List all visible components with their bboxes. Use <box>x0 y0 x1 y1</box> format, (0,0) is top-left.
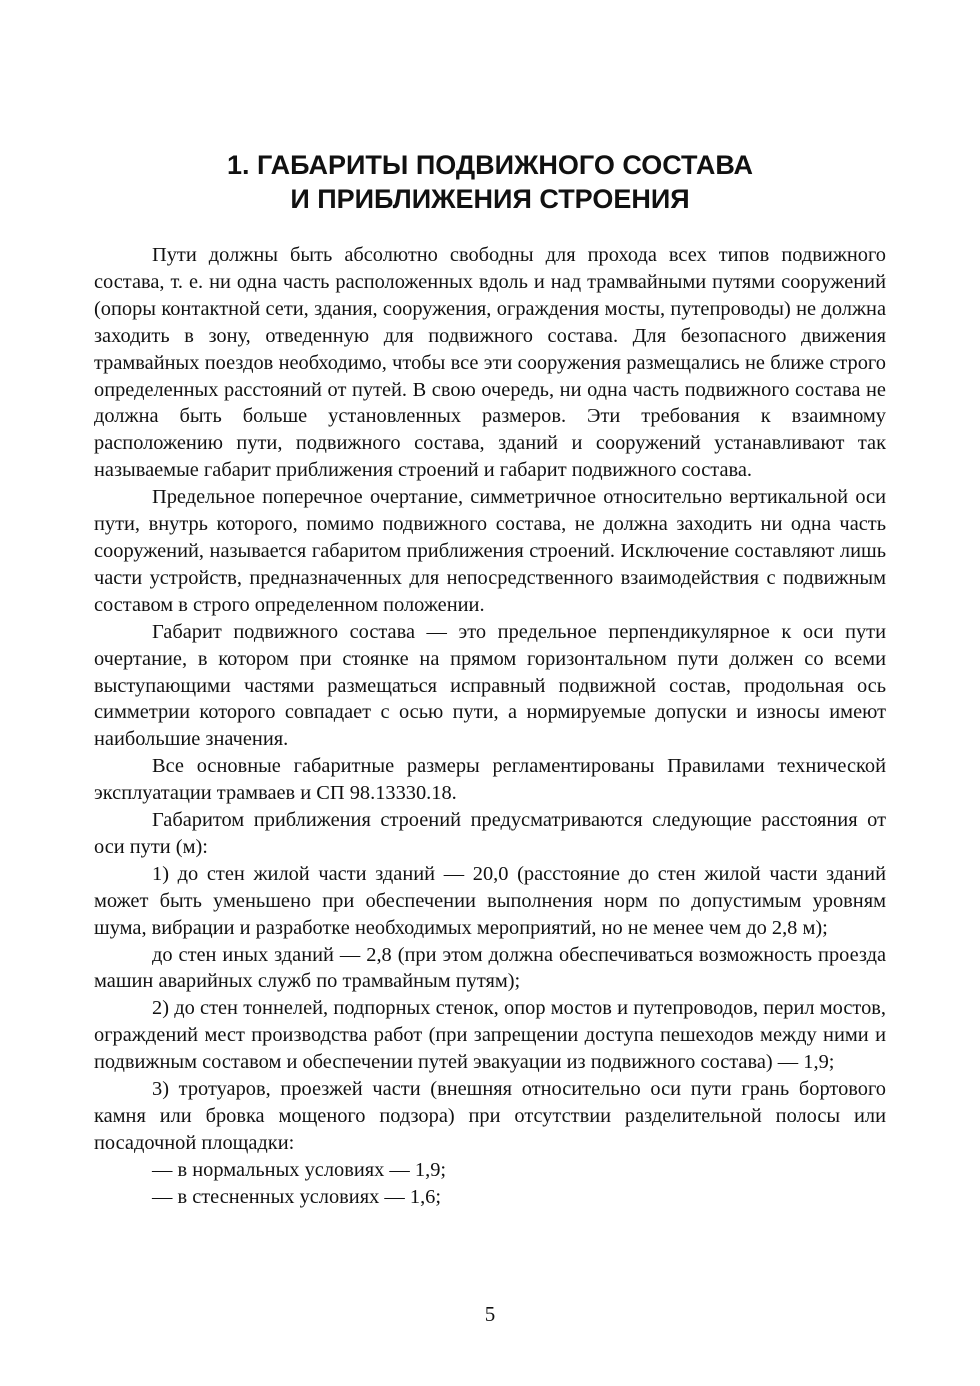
list-item-2-tunnels-bridges: 2) до стен тоннелей, подпорных стенок, опор мостов и путепроводов, перил мостов, ограждений мест производства работ (при запрещении доступа пешеходов между ними и подвижным составом и обеспечении путей эвакуации из подвижного состава) — 1,9; <box>94 997 886 1074</box>
paragraph-regulations: Все основные габаритные размеры регламентированы Правилами технической эксплуатации трамваев и СП 98.13330.18. <box>94 755 886 805</box>
section-title-line-2: И ПРИБЛИЖЕНИЯ СТРОЕНИЯ <box>290 184 690 214</box>
list-item-1-residential-walls: 1) до стен жилой части зданий — 20,0 (расстояние до стен жилой части зданий может быть уменьшено при обеспечении выполнения норм по допустимым уровням шума, вибрации и разработке необходимых мероприятий, но не менее чем до 2,8 м); <box>94 862 886 939</box>
paragraph-rolling-stock-gauge-definition: Габарит подвижного состава — это предельное перпендикулярное к оси пути очертание, в котором при стоянке на прямом горизонтальном пути должен со всеми выступающими частями размещаться исправный подвижной состав, продольная ось симметрии которого совпадает с осью пути, а нормируемые допуски и износы имеют наибольшие значения. <box>94 620 886 751</box>
list-subitem-constrained-conditions: — в стесненных условиях — 1,6; <box>152 1185 442 1208</box>
list-subitem-normal-conditions: — в нормальных условиях — 1,9; <box>152 1158 447 1181</box>
body-text <box>94 242 886 1211</box>
page-number: 5 <box>484 1302 496 1326</box>
paragraph-distances-intro: Габаритом приближения строений предусматриваются следующие расстояния от оси пути (м): <box>94 809 886 858</box>
list-item-1-other-walls: до стен иных зданий — 2,8 (при этом должна обеспечиваться возможность проезда машин аварийных служб по трамвайным путям); <box>94 943 886 993</box>
section-title-line-1: 1. ГАБАРИТЫ ПОДВИЖНОГО СОСТАВА <box>227 150 753 180</box>
list-item-3-sidewalks: 3) тротуаров, проезжей части (внешняя относительно оси пути грань бортового камня или бровка мощеного подзора) при отсутствии разделительной полосы или посадочной площадки: <box>94 1078 886 1154</box>
section-title <box>94 148 886 216</box>
page-content <box>94 148 886 1211</box>
paragraph-clearance-intro: Пути должны быть абсолютно свободны для прохода всех типов подвижного состава, т. е. ни одна часть расположенных вдоль и над трамвайными путями сооружений (опоры контактной сети, здания, сооружения, ограждения мосты, путепроводы) не должна заходить в зону, отведенную для подвижного состава. Для безопасного движения трамвайных поездов необходимо, чтобы все эти сооружения размещались не ближе строго определенных расстояний от путей. В свою очередь, ни одна часть подвижного состава не должна быть больше установленных размеров. Эти требования к взаимному расположению пути, подвижного состава, зданий и сооружений устанавливают так называемые габарит приближения строений и габарит подвижного состава. <box>94 244 886 482</box>
paragraph-structure-gauge-definition: Предельное поперечное очертание, симметричное относительно вертикальной оси пути, внутрь которого, помимо подвижного состава, не должна заходить ни одна часть сооружений, называется габаритом приближения строений. Исключение составляют лишь части устройств, предназначенных для непосредственного взаимодействия с подвижным составом в строго определенном положении. <box>94 486 886 616</box>
